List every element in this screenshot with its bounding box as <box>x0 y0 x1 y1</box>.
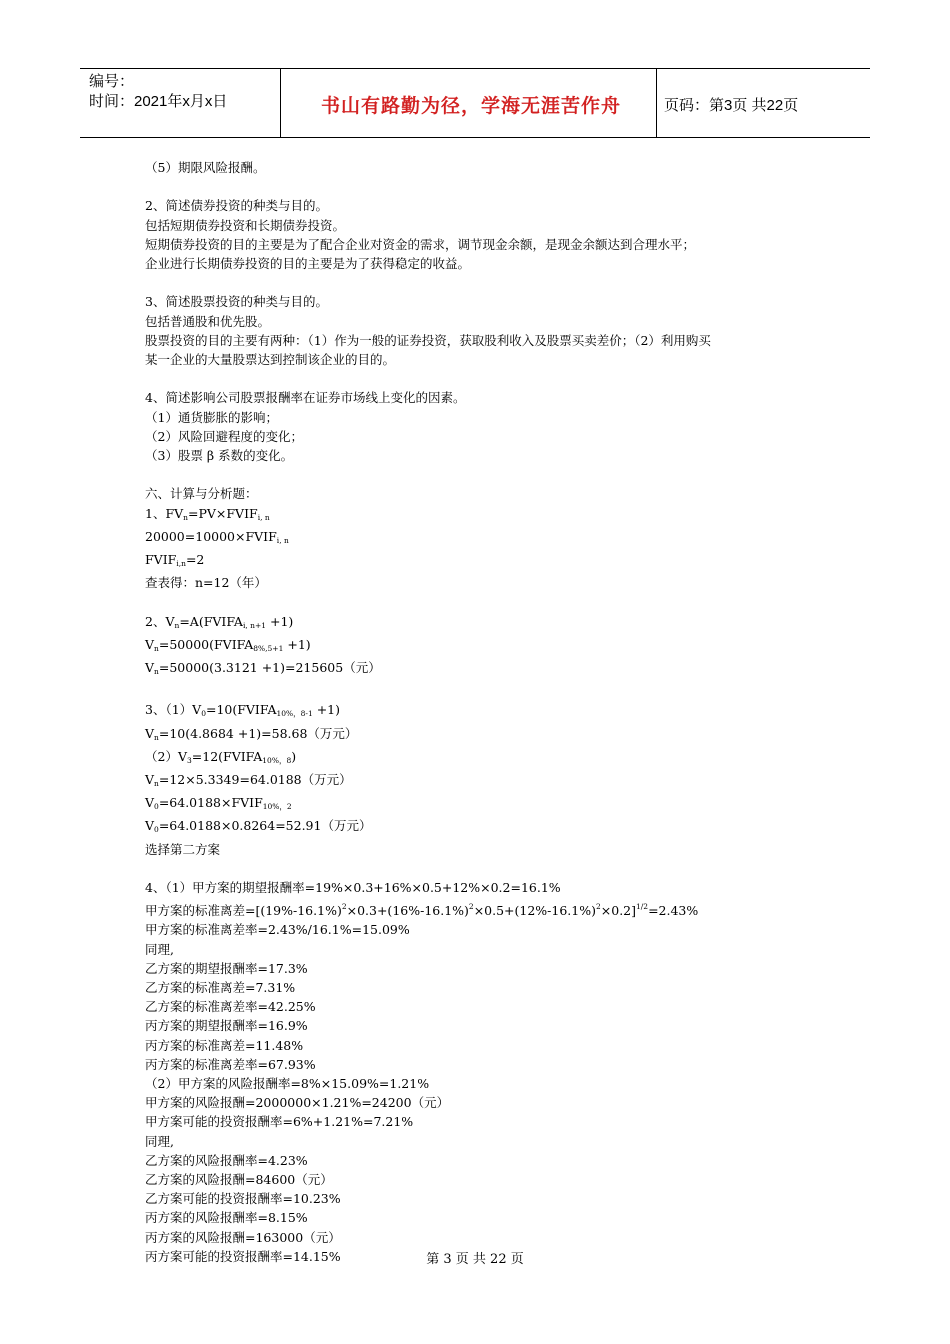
formula-line: $V_n=50000(3.3121 +1)=215605$（元） <box>145 660 381 676</box>
formula-line: 乙方案的标准离差率=42.25% <box>145 999 316 1015</box>
text-line: （2）风险回避程度的变化； <box>145 428 303 444</box>
formula-line: $V_n=50000(FVIFA_{8\%,5+1} +1)$ <box>145 636 311 653</box>
formula-line: 甲方案可能的投资报酬率=6%+1.21%=7.21% <box>145 1114 414 1130</box>
text-line: 企业进行长期债券投资的目的主要是为了获得稳定的收益。 <box>145 256 471 271</box>
header-motto: 书山有路勤为径，学海无涯苦作舟 <box>320 95 621 117</box>
formula-line: $(2)V_3=12(FVIFA_{10\%,8})$ <box>145 748 297 765</box>
question-heading: 2、简述债券投资的种类与目的。 <box>145 198 328 214</box>
formula-line: $V_n=12\times 5.3349=64.0188$（万元） <box>145 772 352 788</box>
formula-line: 甲方案的风险报酬=2000000×1.21%=24200（元） <box>145 1095 450 1111</box>
formula-line: 乙方案的风险报酬率=4.23% <box>145 1152 308 1168</box>
formula-line: 丙方案的期望报酬率=16.9% <box>145 1018 308 1034</box>
formula-line: 丙方案的风险报酬=163000（元） <box>145 1229 341 1245</box>
formula-line: 丙方案的风险报酬率=8.15% <box>145 1210 308 1226</box>
text-line: 某一企业的大量股票达到控制该企业的目的。 <box>145 352 396 367</box>
formula-line: 1、$FV_n=PV\times FVIF_{i, n}$ <box>145 505 270 522</box>
text-line: 查表得：n=12（年） <box>145 575 267 591</box>
formula-line: $V_0=64.0188\times 0.8264=52.91$（万元） <box>145 818 372 835</box>
section-heading: 六、计算与分析题： <box>145 486 258 502</box>
formula-line: $FVIF_{i,n}=2$ <box>145 552 205 568</box>
document-number: 编号： <box>89 73 135 90</box>
formula-line: 丙方案的标准离差率=67.93% <box>145 1056 316 1072</box>
formula-line: 2、$V_n=A(FVIFA_{i, n+1} +1)$ <box>145 613 294 630</box>
formula-line: 甲方案的标准离差$=[(19\%-16.1\%)^2\times 0.3+(16\%-16.1\%)^2\times 0.5+(12\%-16.1\%)^2\times 0.2]^{1/2}=2.43\%$ <box>145 902 699 919</box>
formula-line: 3、$(1)V_0=10(FVIFA_{10\%,8-1} +1)$ <box>145 702 341 719</box>
page-footer: 第 3 页 共 22 页 <box>426 1252 524 1267</box>
formula-line: 乙方案的标准离差=7.31% <box>145 980 296 996</box>
text-line: 短期债券投资的目的主要是为了配合企业对资金的需求，调节现金余额，是现金余额达到合理水平； <box>145 236 696 252</box>
text-line: 股票投资的目的主要有两种：（1）作为一般的证券投资，获取股利收入及股票买卖差价；（2）利用购买 <box>145 332 711 348</box>
text-line: 选择第二方案 <box>145 841 221 857</box>
text-line: （3）股票 β 系数的变化。 <box>145 448 294 463</box>
page-header <box>80 68 870 138</box>
text-line: 包括短期债券投资和长期债券投资。 <box>145 217 346 233</box>
text-line: 同理, <box>145 1133 174 1149</box>
formula-line: 4、（1）甲方案的期望报酬率=19%×0.3+16%×0.5+12%×0.2=16.1% <box>145 880 561 895</box>
header-meta <box>89 72 227 112</box>
formula-line: （2）甲方案的风险报酬率=8%×15.09%=1.21% <box>145 1076 430 1092</box>
question-heading: 3、简述股票投资的种类与目的。 <box>145 294 328 310</box>
document-body <box>145 158 825 1266</box>
formula-line: $V_0=64.0188\times FVIF_{10\%,2}$ <box>145 795 292 812</box>
header-page-number: 页码：第3页 共22页 <box>664 97 799 114</box>
text-line: （5）期限风险报酬。 <box>145 160 266 175</box>
formula-line: 丙方案的标准离差=11.48% <box>145 1037 304 1053</box>
formula-line: 甲方案的标准离差率=2.43%/16.1%=15.09% <box>145 922 410 938</box>
header-divider <box>280 69 281 137</box>
formula-line: $20000=10000\times FVIF_{i, n}$ <box>145 528 289 545</box>
formula-line: $V_n=10(4.8684 +1)=58.68$（万元） <box>145 725 358 742</box>
formula-line: 乙方案可能的投资报酬率=10.23% <box>145 1191 341 1207</box>
text-line: （1）通货膨胀的影响； <box>145 409 278 425</box>
formula-line: 乙方案的期望报酬率=17.3% <box>145 960 308 976</box>
question-heading: 4、简述影响公司股票报酬率在证券市场线上变化的因素。 <box>145 390 466 406</box>
text-line: 包括普通股和优先股。 <box>145 313 271 329</box>
text-line: 同理, <box>145 941 174 957</box>
document-date: 时间：2021年x月x日 <box>89 93 228 110</box>
formula-line: 丙方案可能的投资报酬率=14.15% <box>145 1248 341 1264</box>
formula-line: 乙方案的风险报酬=84600（元） <box>145 1172 333 1188</box>
